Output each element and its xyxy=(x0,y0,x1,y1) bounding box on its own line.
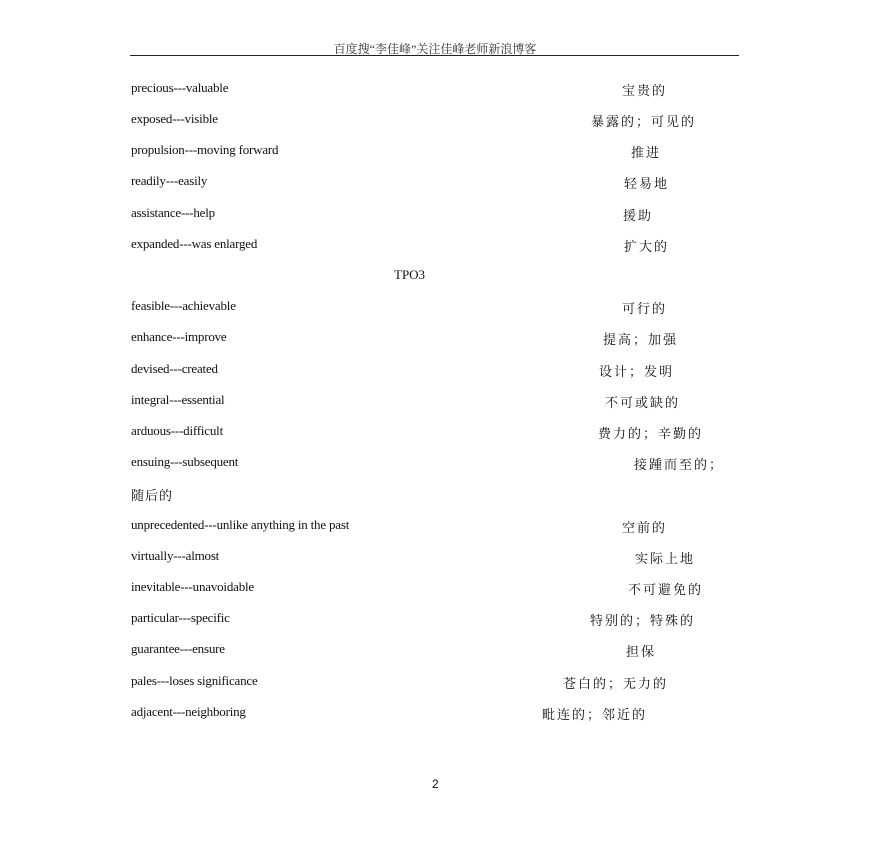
section-title: TPO3 xyxy=(394,267,426,282)
vocab-row xyxy=(0,454,870,474)
english-term: particular---specific xyxy=(131,610,230,625)
page-header: 百度搜“李佳峰”关注佳峰老师新浪博客 xyxy=(333,42,537,56)
vocab-row xyxy=(0,673,870,693)
vocab-row xyxy=(0,548,870,568)
chinese-meaning: 苍白的；无力的 xyxy=(563,677,669,692)
english-term: propulsion---moving forward xyxy=(131,142,279,157)
chinese-meaning: 援助 xyxy=(623,209,654,224)
chinese-meaning: 不可避免的 xyxy=(628,583,704,598)
english-term: assistance---help xyxy=(131,205,215,220)
english-term: virtually---almost xyxy=(131,548,220,563)
vocab-row xyxy=(0,579,870,599)
english-term: guarantee---ensure xyxy=(131,641,225,656)
chinese-meaning: 担保 xyxy=(626,645,657,660)
vocab-row xyxy=(0,423,870,443)
english-term: enhance---improve xyxy=(131,329,227,344)
vocab-row xyxy=(0,80,870,100)
english-term: arduous---difficult xyxy=(131,423,223,438)
vocab-row xyxy=(0,517,870,537)
chinese-meaning: 接踵而至的； xyxy=(634,458,725,473)
vocab-row xyxy=(0,610,870,630)
vocab-row xyxy=(0,641,870,661)
english-term: exposed---visible xyxy=(131,111,218,126)
english-term: unprecedented---unlike anything in the past xyxy=(131,517,350,532)
page-number: 2 xyxy=(432,777,439,791)
chinese-meaning: 空前的 xyxy=(622,521,668,536)
chinese-meaning: 扩大的 xyxy=(624,240,670,255)
english-term: ensuing---subsequent xyxy=(131,454,239,469)
vocab-row xyxy=(0,111,870,131)
english-term: devised---created xyxy=(131,361,218,376)
chinese-meaning: 轻易地 xyxy=(624,177,670,192)
english-term: integral---essential xyxy=(131,392,225,407)
wrapped-meaning-continuation: 随后的 xyxy=(131,489,174,504)
vocab-row xyxy=(0,173,870,193)
english-term: adjacent---neighboring xyxy=(131,704,246,719)
english-term: feasible---achievable xyxy=(131,298,236,313)
header-rule xyxy=(130,55,739,56)
vocab-row xyxy=(0,142,870,162)
chinese-meaning: 推进 xyxy=(631,146,662,161)
vocab-row xyxy=(0,205,870,225)
chinese-meaning: 暴露的；可见的 xyxy=(591,115,697,130)
english-term: precious---valuable xyxy=(131,80,229,95)
english-term: inevitable---unavoidable xyxy=(131,579,254,594)
english-term: expanded---was enlarged xyxy=(131,236,258,251)
vocab-row xyxy=(0,392,870,412)
chinese-meaning: 不可或缺的 xyxy=(605,396,681,411)
chinese-meaning: 实际上地 xyxy=(635,552,696,567)
chinese-meaning: 可行的 xyxy=(622,302,668,317)
chinese-meaning: 提高；加强 xyxy=(603,333,679,348)
english-term: readily---easily xyxy=(131,173,208,188)
chinese-meaning: 费力的；辛勤的 xyxy=(598,427,704,442)
chinese-meaning: 设计；发明 xyxy=(599,365,675,380)
vocab-row xyxy=(0,329,870,349)
vocab-row xyxy=(0,361,870,381)
chinese-meaning: 毗连的；邻近的 xyxy=(542,708,648,723)
vocab-row xyxy=(0,704,870,724)
vocab-row xyxy=(0,298,870,318)
chinese-meaning: 特别的；特殊的 xyxy=(590,614,696,629)
vocab-row xyxy=(0,236,870,256)
english-term: pales---loses significance xyxy=(131,673,258,688)
chinese-meaning: 宝贵的 xyxy=(622,84,668,99)
